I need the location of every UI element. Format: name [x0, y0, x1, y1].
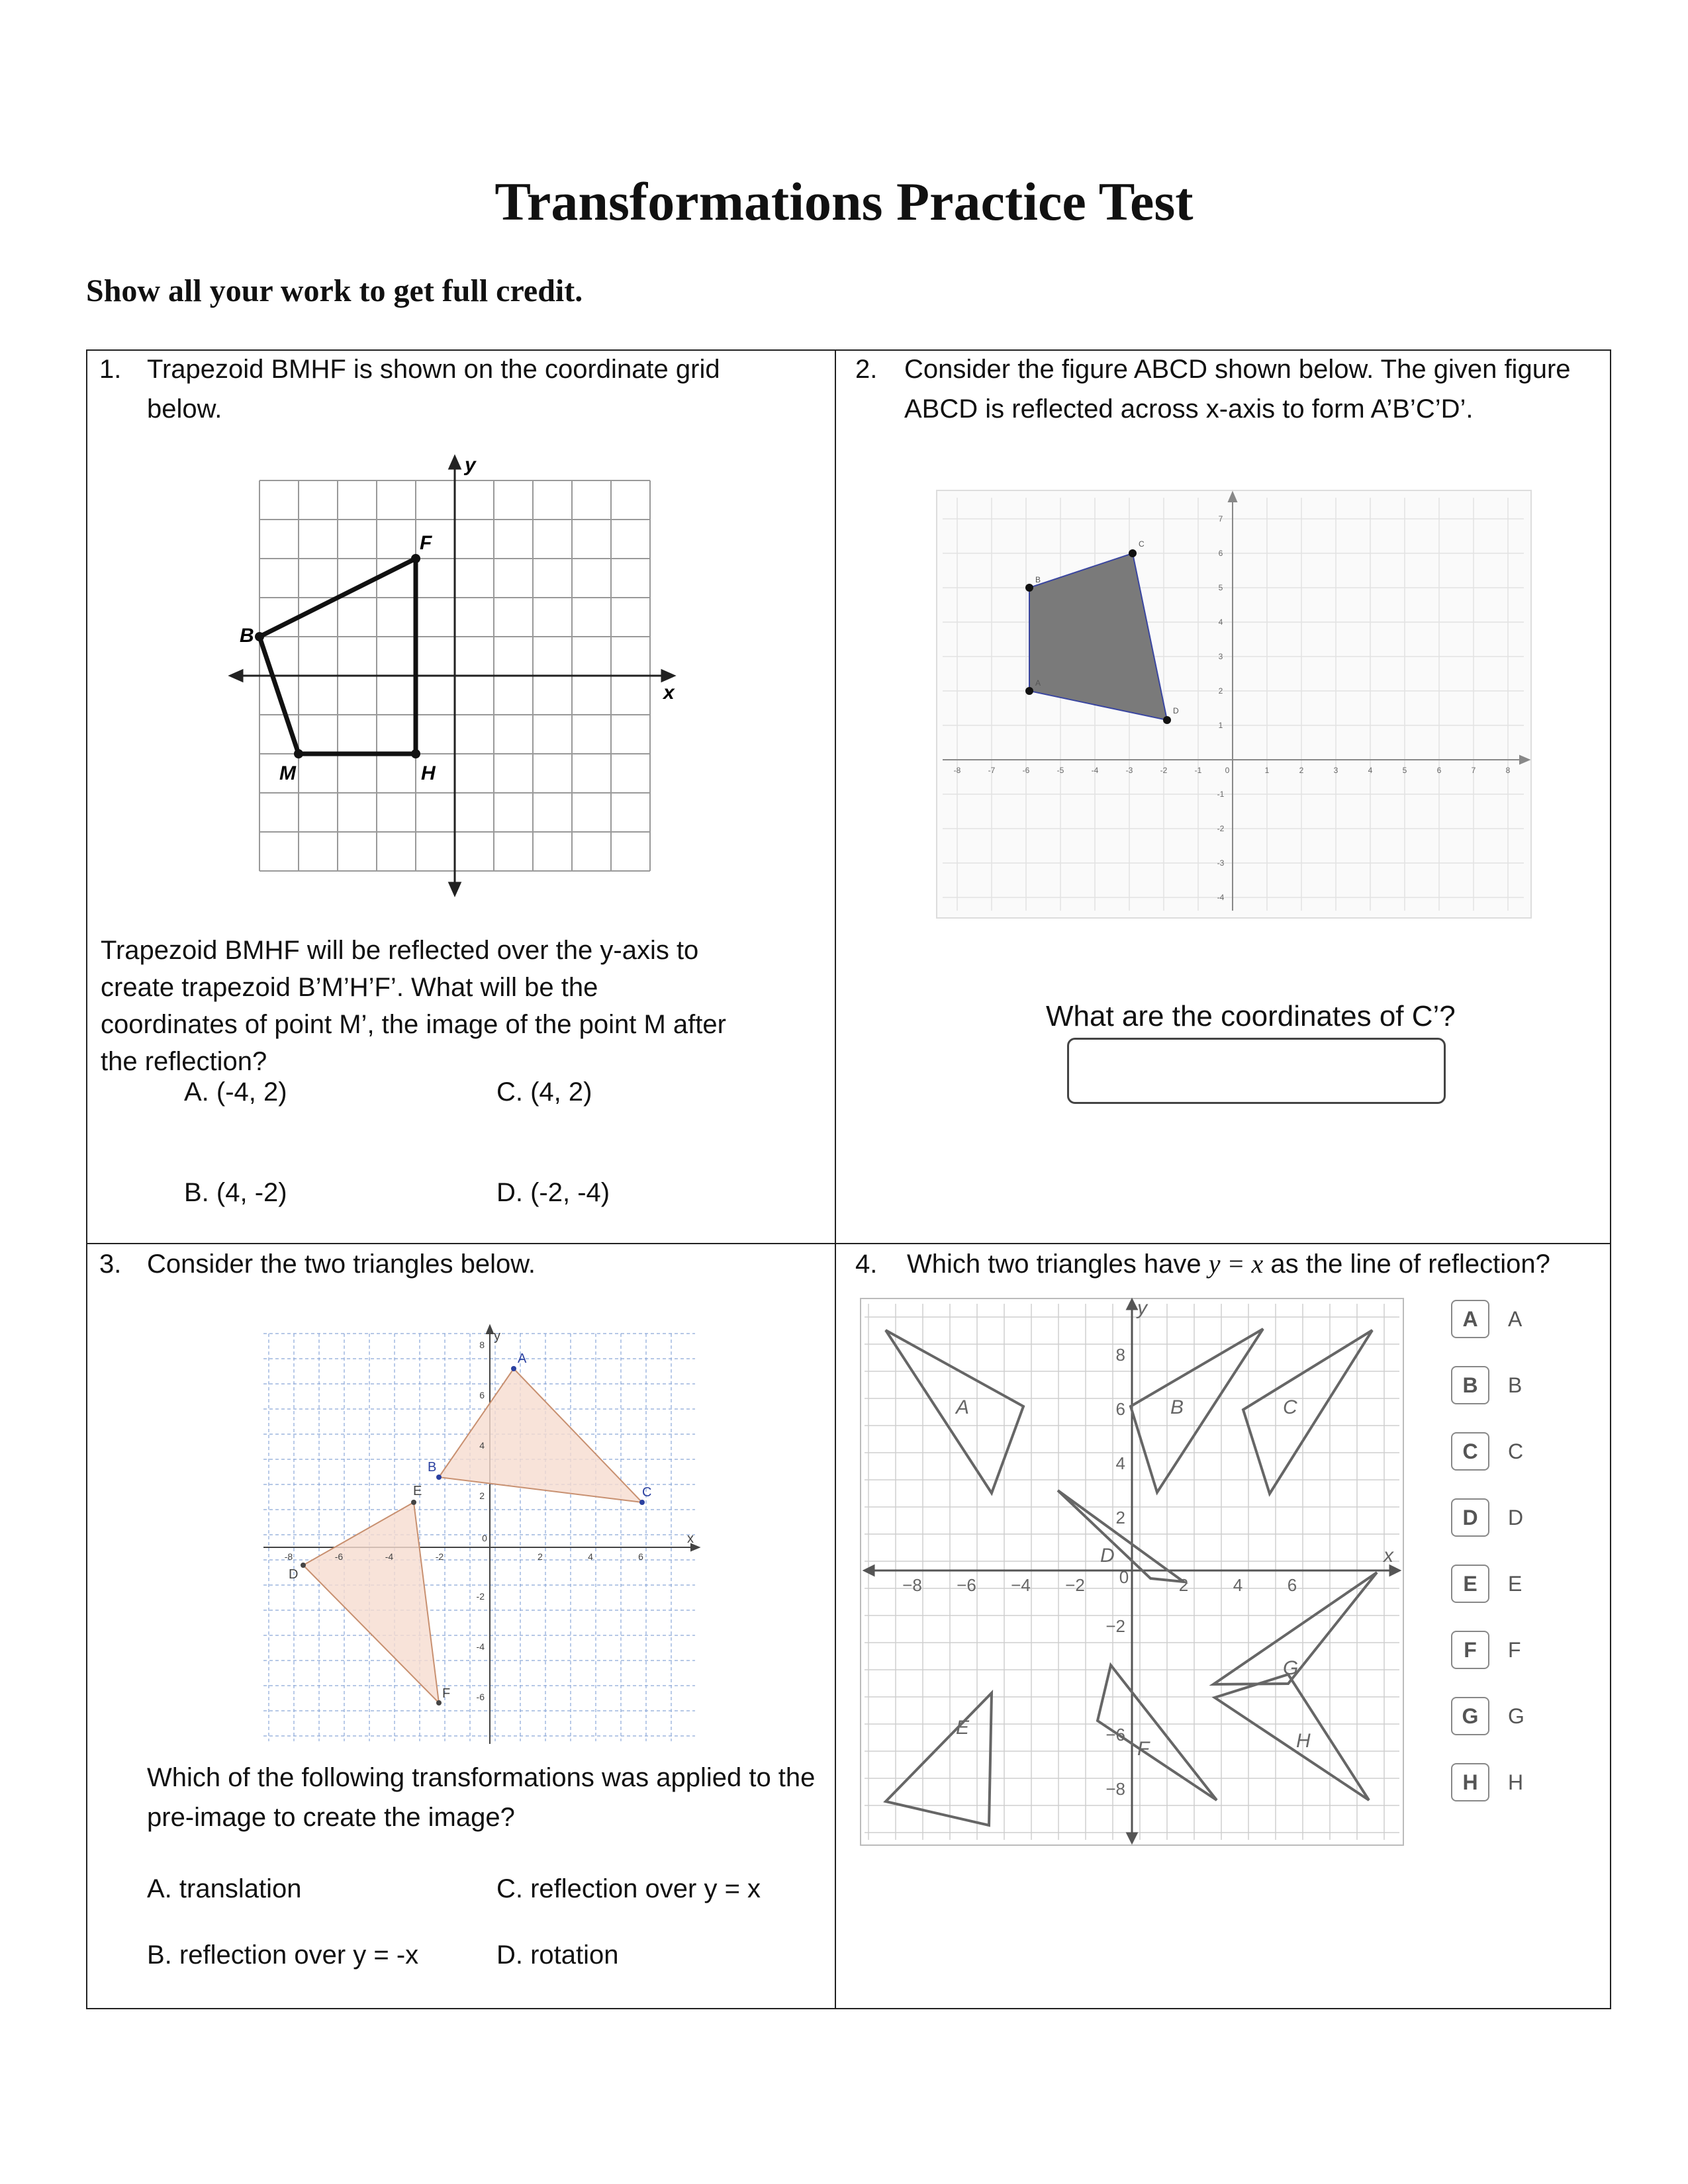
- prompt-text: Which two triangles have: [907, 1250, 1209, 1279]
- question-prompt: Consider the figure ABCD shown below. The given figure ABCD is reflected across x-axis to form A’B’C’D’.: [904, 355, 1571, 424]
- column-divider: [835, 351, 836, 2008]
- x-tick: 8: [1505, 766, 1511, 775]
- option-box[interactable]: B: [1451, 1366, 1489, 1404]
- question-number: 3.: [99, 1250, 122, 1279]
- y-tick: -2: [476, 1591, 485, 1602]
- option-label: H: [1508, 1770, 1524, 1794]
- question-text: Which of the following transformations was applied to the pre-image to create the image?: [147, 1763, 816, 1832]
- y-axis-label: y: [1137, 1297, 1147, 1319]
- y-tick: −2: [1105, 1616, 1125, 1636]
- x-tick: −2: [1065, 1575, 1085, 1595]
- question-number: 2.: [855, 355, 878, 384]
- x-tick: 3: [1333, 766, 1338, 775]
- choice-a[interactable]: A. (-4, 2): [184, 1077, 287, 1107]
- page-title: Transformations Practice Test: [494, 171, 1194, 232]
- x-tick: -7: [988, 766, 996, 775]
- option-label: E: [1508, 1571, 1523, 1596]
- choice-a[interactable]: A. translation: [147, 1874, 302, 1903]
- triangle-label: G: [1283, 1657, 1299, 1679]
- x-tick: -3: [1125, 766, 1133, 775]
- y-tick: 1: [1218, 721, 1223, 730]
- y-tick: 4: [1115, 1453, 1125, 1473]
- point-label: E: [413, 1484, 422, 1498]
- question-number: 1.: [99, 355, 122, 384]
- x-tick: -6: [334, 1551, 344, 1562]
- option-box[interactable]: D: [1451, 1498, 1489, 1537]
- option-box[interactable]: C: [1451, 1432, 1489, 1471]
- point-label: B: [428, 1460, 437, 1475]
- x-tick: 7: [1471, 766, 1476, 775]
- question-prompt: Consider the two triangles below.: [147, 1250, 536, 1279]
- y-tick: 2: [1218, 686, 1223, 696]
- prompt-text: as the line of reflection?: [1263, 1250, 1550, 1279]
- y-tick: 3: [1218, 652, 1223, 661]
- y-tick: 4: [479, 1440, 485, 1451]
- option-box[interactable]: A: [1451, 1300, 1489, 1338]
- x-tick: −6: [957, 1575, 976, 1595]
- x-tick: 5: [1402, 766, 1407, 775]
- choice-b[interactable]: B. reflection over y = -x: [147, 1940, 419, 1970]
- triangle-label: D: [1100, 1545, 1115, 1567]
- choice-d[interactable]: D. rotation: [496, 1940, 619, 1970]
- option-label: F: [1508, 1637, 1521, 1662]
- x-tick: 4: [1368, 766, 1373, 775]
- q1-coordinate-grid: [225, 450, 688, 900]
- y-tick: 7: [1218, 514, 1223, 523]
- x-tick: 4: [588, 1551, 593, 1562]
- answer-input[interactable]: [1067, 1038, 1446, 1104]
- triangle-label: E: [956, 1717, 970, 1739]
- option-label: A: [1508, 1306, 1523, 1331]
- y-tick: 6: [479, 1390, 485, 1400]
- y-tick: -1: [1217, 790, 1225, 799]
- x-tick: 0: [1225, 766, 1230, 775]
- x-tick: 6: [638, 1551, 643, 1562]
- choice-c[interactable]: C. reflection over y = x: [496, 1874, 761, 1903]
- point-label: D: [1173, 706, 1179, 715]
- option-label: G: [1508, 1704, 1524, 1728]
- x-tick: -6: [1022, 766, 1030, 775]
- choice-c[interactable]: C. (4, 2): [496, 1077, 592, 1107]
- y-tick: -4: [476, 1641, 485, 1652]
- y-tick: -3: [1217, 858, 1225, 868]
- y-tick: 8: [479, 1340, 485, 1350]
- triangle-label: C: [1283, 1396, 1297, 1418]
- q3-coordinate-grid: [257, 1320, 707, 1751]
- question-number: 4.: [855, 1250, 878, 1279]
- option-c[interactable]: [1451, 1432, 1523, 1471]
- y-tick: 2: [1115, 1508, 1125, 1527]
- y-tick: −6: [1105, 1725, 1125, 1745]
- question-prompt: [907, 1244, 1609, 1284]
- x-tick: 2: [538, 1551, 543, 1562]
- option-box[interactable]: F: [1451, 1631, 1489, 1669]
- x-axis-label: x: [663, 682, 675, 704]
- x-tick: 2: [1299, 766, 1304, 775]
- point-label: H: [421, 762, 436, 784]
- point-label: C: [642, 1485, 652, 1500]
- x-tick: −4: [1011, 1575, 1031, 1595]
- y-tick: -6: [476, 1692, 485, 1702]
- equation: y = x: [1208, 1249, 1264, 1279]
- instructions: Show all your work to get full credit.: [86, 273, 583, 308]
- x-tick: -8: [284, 1551, 293, 1562]
- option-d[interactable]: [1451, 1498, 1523, 1537]
- y-tick: -4: [1217, 893, 1225, 902]
- y-tick: 6: [1115, 1399, 1125, 1419]
- x-tick: 6: [1436, 766, 1442, 775]
- option-box[interactable]: G: [1451, 1697, 1489, 1735]
- y-tick: -2: [1217, 824, 1225, 833]
- x-tick: 2: [1178, 1575, 1189, 1595]
- x-tick: 0: [482, 1533, 487, 1543]
- point-label: M: [279, 762, 296, 784]
- question-text: What are the coordinates of C’?: [1046, 1000, 1456, 1032]
- q4-coordinate-grid: [859, 1297, 1405, 1846]
- option-h[interactable]: [1451, 1763, 1523, 1801]
- x-tick: 4: [1233, 1575, 1243, 1595]
- x-tick: 6: [1287, 1575, 1297, 1595]
- y-tick: 2: [479, 1490, 485, 1501]
- point-label: A: [1035, 678, 1041, 688]
- point-label: A: [518, 1351, 527, 1366]
- y-axis-label: y: [494, 1329, 500, 1343]
- y-tick: 8: [1115, 1345, 1125, 1365]
- y-tick: −8: [1105, 1779, 1125, 1799]
- option-box[interactable]: E: [1451, 1565, 1489, 1603]
- x-tick: -5: [1056, 766, 1064, 775]
- y-tick: 5: [1218, 583, 1223, 592]
- choice-b[interactable]: B. (4, -2): [184, 1178, 287, 1207]
- point-label: B: [240, 625, 254, 647]
- y-axis-label: y: [465, 454, 476, 476]
- y-tick: 4: [1218, 617, 1223, 627]
- option-label: C: [1508, 1439, 1524, 1463]
- point-label: D: [289, 1567, 299, 1582]
- y-tick: 6: [1218, 549, 1223, 558]
- x-tick: -4: [1091, 766, 1099, 775]
- x-axis-label: x: [1383, 1545, 1393, 1567]
- origin-label: 0: [1119, 1567, 1129, 1587]
- point-label: F: [420, 532, 432, 554]
- x-tick: -4: [385, 1551, 394, 1562]
- option-g[interactable]: [1451, 1697, 1524, 1735]
- option-b[interactable]: [1451, 1366, 1522, 1404]
- x-tick: −8: [902, 1575, 922, 1595]
- option-a[interactable]: [1451, 1300, 1522, 1338]
- option-f[interactable]: [1451, 1631, 1521, 1669]
- point-label: B: [1035, 575, 1041, 584]
- x-axis-label: x: [687, 1531, 694, 1546]
- x-tick: -1: [1194, 766, 1202, 775]
- triangle-label: F: [1137, 1738, 1150, 1760]
- option-e[interactable]: [1451, 1565, 1522, 1603]
- option-box[interactable]: H: [1451, 1763, 1489, 1801]
- option-label: D: [1508, 1505, 1524, 1529]
- question-text: Trapezoid BMHF will be reflected over the y-axis to create trapezoid B’M’H’F’. What will be the coordinates of point M’, the image of the point M after the reflection?: [101, 936, 726, 1076]
- triangle-label: H: [1296, 1730, 1311, 1752]
- point-label: C: [1139, 539, 1145, 549]
- x-tick: 1: [1264, 766, 1270, 775]
- x-tick: -8: [953, 766, 961, 775]
- option-label: B: [1508, 1373, 1523, 1397]
- q2-coordinate-grid: [936, 490, 1532, 920]
- choice-d[interactable]: D. (-2, -4): [496, 1178, 610, 1207]
- x-tick: -2: [1160, 766, 1168, 775]
- triangle-label: A: [956, 1396, 970, 1418]
- question-prompt: Trapezoid BMHF is shown on the coordinate grid below.: [147, 355, 720, 424]
- point-label: F: [442, 1686, 451, 1701]
- triangle-label: B: [1170, 1396, 1184, 1418]
- x-tick: -2: [435, 1551, 444, 1562]
